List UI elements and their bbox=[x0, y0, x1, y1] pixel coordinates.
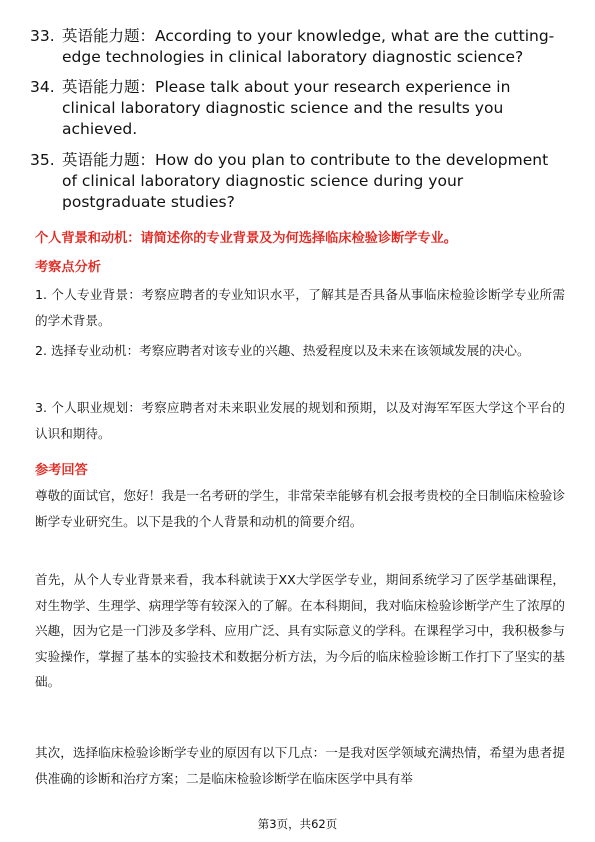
analysis-item: 1. 个人专业背景：考察应聘者的专业知识水平，了解其是否具备从事临床检验诊断学专业所需的学术背景。 bbox=[35, 287, 565, 328]
analysis-item: 3. 个人职业规划：考察应聘者对未来职业发展的规划和预期，以及对海军军医大学这个平台的认识和期待。 bbox=[35, 400, 565, 441]
page-number: 第3页，共62页 bbox=[257, 817, 338, 831]
question-number: 34. bbox=[30, 78, 55, 96]
question-34 bbox=[30, 77, 565, 140]
answer-paragraph: 其次，选择临床检验诊断学专业的原因有以下几点：一是我对医学领域充满热情，希望为患者提供准确的诊断和治疗方案；二是临床检验诊断学在临床医学中具有举 bbox=[35, 745, 565, 786]
analysis-heading: 考察点分析 bbox=[35, 260, 101, 275]
question-33 bbox=[30, 26, 565, 68]
question-text: 英语能力题：Please talk about your research experience in clinical laboratory diagnostic science and the results you achieved. bbox=[62, 78, 511, 138]
answer-heading: 参考回答 bbox=[35, 463, 88, 478]
answer-paragraph: 尊敬的面试官，您好！我是一名考研的学生，非常荣幸能够有机会报考贵校的全日制临床检验诊断学专业研究生。以下是我的个人背景和动机的简要介绍。 bbox=[35, 488, 565, 529]
question-35 bbox=[30, 150, 565, 213]
question-number: 33. bbox=[30, 27, 55, 45]
answer-paragraph: 首先，从个人专业背景来看，我本科就读于XX大学医学专业，期间系统学习了医学基础课程，对生物学、生理学、病理学等有较深入的了解。在本科期间，我对临床检验诊断学产生了浓厚的兴趣，因为它是一门涉及多学科、应用广泛、具有实际意义的学科。在课程学习中，我积极参与实验操作，掌握了基本的实验技术和数据分析方法，为今后的临床检验诊断工作打下了坚实的基础。 bbox=[35, 572, 565, 689]
analysis-item: 2. 选择专业动机：考察应聘者对该专业的兴趣、热爱程度以及未来在该领域发展的决心。 bbox=[35, 343, 530, 358]
question-number: 35. bbox=[30, 151, 55, 169]
question-text: 英语能力题：How do you plan to contribute to the development of clinical laboratory diagnostic science during your postgraduate studies? bbox=[62, 151, 549, 211]
question-text: 英语能力题：According to your knowledge, what are the cutting-edge technologies in clinical laboratory diagnostic science? bbox=[62, 27, 555, 66]
section-title: 个人背景和动机：请简述你的专业背景及为何选择临床检验诊断学专业。 bbox=[35, 231, 457, 246]
